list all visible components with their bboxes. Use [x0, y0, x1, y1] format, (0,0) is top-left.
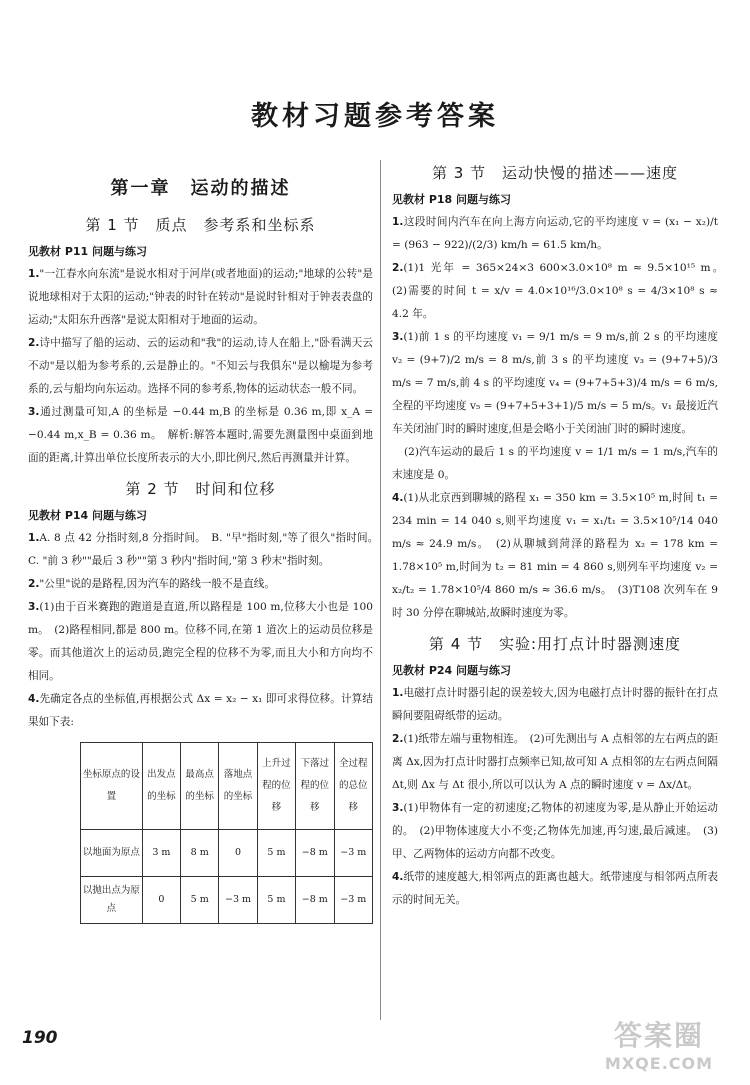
table-row — [81, 830, 373, 877]
answer-item: 4.先确定各点的坐标值,再根据公式 Δx = x₂ − x₁ 即可求得位移。计算结果如下表: — [28, 693, 373, 728]
chapter-heading: 第一章 运动的描述 — [110, 178, 291, 199]
answer-item: 1.电磁打点计时器引起的误差较大,因为电磁打点计时器的振针在打点瞬间要阻碍纸带的运动。 — [392, 687, 718, 722]
answer-item: 2.诗中描写了船的运动、云的运动和"我"的运动,诗人在船上,"卧看满天云不动"是以船为参考系的,云是静止的。"不知云与我俱东"是以榆堤为参考系的,云与船均向东运动。选择不同的参考系,物体的运动状态一般不同。 — [28, 337, 373, 395]
table-header: 出发点的坐标 — [142, 743, 180, 830]
watermark-logo — [594, 1014, 724, 1074]
section-2-ref: 见教材 P14 问题与练习 — [28, 509, 148, 522]
answer-item: 1."一江春水向东流"是说水相对于河岸(或者地面)的运动;"地球的公转"是说地球相对于太阳的运动;"钟表的时针在转动"是说时针相对于钟表表盘的运动;"太阳东升西落"是说太阳相对于地面的运动。 — [28, 268, 373, 326]
table-header-row — [81, 743, 373, 830]
table-cell: −3 m — [334, 830, 372, 877]
answer-item: 4.(1)从北京西到聊城的路程 x₁ = 350 km = 3.5×10⁵ m,时间 t₁ = 234 min = 14 040 s,则平均速度 v₁ = x₁/t₁ = 3.5×10⁵/14 040 m/s ≈ 24.9 m/s。 (2)从聊城到菏泽的路程为 x₂ = 178 km = 1.78×10⁵ m,时间为 t₂ = 81 min = 4 860 s,则列车平均速度 v₂ = x₂/t₂ = 1.78×10⁵/4 860 m/s ≈ 36.6 m/s。 (3)T108 次列车在 9 时 30 分停在聊城站,故瞬时速度为零。 — [392, 492, 718, 619]
table-header: 最高点的坐标 — [181, 743, 219, 830]
displacement-table — [80, 742, 373, 924]
answer-paragraph: (2)汽车运动的最后 1 s 的平均速度 v = 1/1 m/s = 1 m/s,汽车的末速度是 0。 — [392, 446, 718, 481]
table-cell: 以抛出点为原点 — [81, 877, 143, 924]
table-cell: 5 m — [257, 830, 295, 877]
answer-item: 3.(1)甲物体有一定的初速度;乙物体的初速度为零,是从静止开始运动的。 (2)甲物体速度大小不变;乙物体先加速,再匀速,最后减速。 (3)甲、乙两物体的运动方向都不改变。 — [392, 802, 718, 860]
table-cell: 3 m — [142, 830, 180, 877]
table-cell: 5 m — [257, 877, 295, 924]
table-cell: −3 m — [219, 877, 257, 924]
watermark-url: MXQE.COM — [604, 1054, 714, 1073]
answer-item: 1.A. 8 点 42 分指时刻,8 分指时间。 B. "早"指时刻,"等了很久"指时间。 C. "前 3 秒""最后 3 秒""第 3 秒内"指时间,"第 3 秒末"指时刻。 — [28, 532, 384, 567]
table-cell: 5 m — [181, 877, 219, 924]
watermark-text: 答案圈 — [613, 1019, 704, 1052]
page-title: 教材习题参考答案 — [251, 101, 499, 132]
column-divider — [380, 160, 381, 1020]
table-header: 下落过程的位移 — [296, 743, 334, 830]
left-column — [28, 160, 384, 924]
table-cell: 8 m — [181, 830, 219, 877]
section-3-ref: 见教材 P18 问题与练习 — [392, 193, 512, 206]
answer-item: 3.通过测量可知,A 的坐标是 −0.44 m,B 的坐标是 0.36 m,即 x_A = −0.44 m,x_B = 0.36 m。 解析:解答本题时,需要先测量图中桌面到地面的距离,计算出单位长度所表示的大小,即比例尺,然后再测量并计算。 — [28, 406, 373, 464]
table-row — [81, 877, 373, 924]
table-header: 全过程的总位移 — [334, 743, 372, 830]
answer-item: 2."公里"说的是路程,因为汽车的路线一般不是直线。 — [28, 578, 275, 590]
table-header: 上升过程的位移 — [257, 743, 295, 830]
section-1-ref: 见教材 P11 问题与练习 — [28, 245, 148, 258]
table-cell: −3 m — [334, 877, 372, 924]
table-cell: 0 — [219, 830, 257, 877]
answer-item: 3.(1)由于百米赛跑的跑道是直道,所以路程是 100 m,位移大小也是 100 m。 (2)路程相同,都是 800 m。位移不同,在第 1 道次上的运动员位移是零。而其他道次上的运动员,跑完全程的位移不为零,而且大小和方向均不相同。 — [28, 601, 373, 682]
section-2-heading: 第 2 节 时间和位移 — [125, 480, 276, 498]
answer-item: 1.这段时间内汽车在向上海方向运动,它的平均速度 v = (x₁ − x₂)/t = (963 − 922)/(2/3) km/h = 61.5 km/h。 — [392, 216, 718, 251]
table-cell: −8 m — [296, 830, 334, 877]
section-3-heading: 第 3 节 运动快慢的描述——速度 — [431, 164, 679, 182]
answer-item: 4.纸带的速度越大,相邻两点的距离也越大。纸带速度与相邻两点所表示的时间无关。 — [392, 871, 718, 906]
table-cell: 以地面为原点 — [81, 830, 143, 877]
answer-item: 2.(1)纸带左端与重物相连。 (2)可先测出与 A 点相邻的左右两点的距离 Δx,因为打点计时器打点频率已知,故可知 A 点相邻的左右两点间隔 Δt,则 Δx 与 Δt 很小,所以可以认为 A 点的瞬时速度 v = Δx/Δt。 — [392, 733, 718, 791]
right-column — [392, 160, 729, 912]
table-cell: 0 — [142, 877, 180, 924]
page-number: 190 — [22, 1028, 58, 1048]
table-header: 落地点的坐标 — [219, 743, 257, 830]
table-cell: −8 m — [296, 877, 334, 924]
section-4-ref: 见教材 P24 问题与练习 — [392, 664, 512, 677]
section-1-heading: 第 1 节 质点 参考系和坐标系 — [85, 216, 316, 234]
answer-item: 3.(1)前 1 s 的平均速度 v₁ = 9/1 m/s = 9 m/s,前 2 s 的平均速度 v₂ = (9+7)/2 m/s = 8 m/s,前 3 s 的平均速度 v₃ = (9+7+5)/3 m/s = 7 m/s,前 4 s 的平均速度 v₄ = (9+7+5+3)/4 m/s = 6 m/s,全程的平均速度 v₅ = (9+7+5+3+1)/5 m/s = 5 m/s。v₁ 最接近汽车关闭油门时的瞬时速度,但是会略小于关闭油门时的瞬时速度。 — [392, 331, 718, 435]
table-header: 坐标原点的设置 — [81, 743, 143, 830]
answer-item: 2.(1)1 光年 = 365×24×3 600×3.0×10⁸ m ≈ 9.5×10¹⁵ m。 (2)需要的时间 t = x/v = 4.0×10¹⁶/3.0×10⁸ s = 4/3×10⁸ s ≈ 4.2 年。 — [392, 262, 729, 320]
section-4-heading: 第 4 节 实验:用打点计时器测速度 — [428, 635, 682, 653]
